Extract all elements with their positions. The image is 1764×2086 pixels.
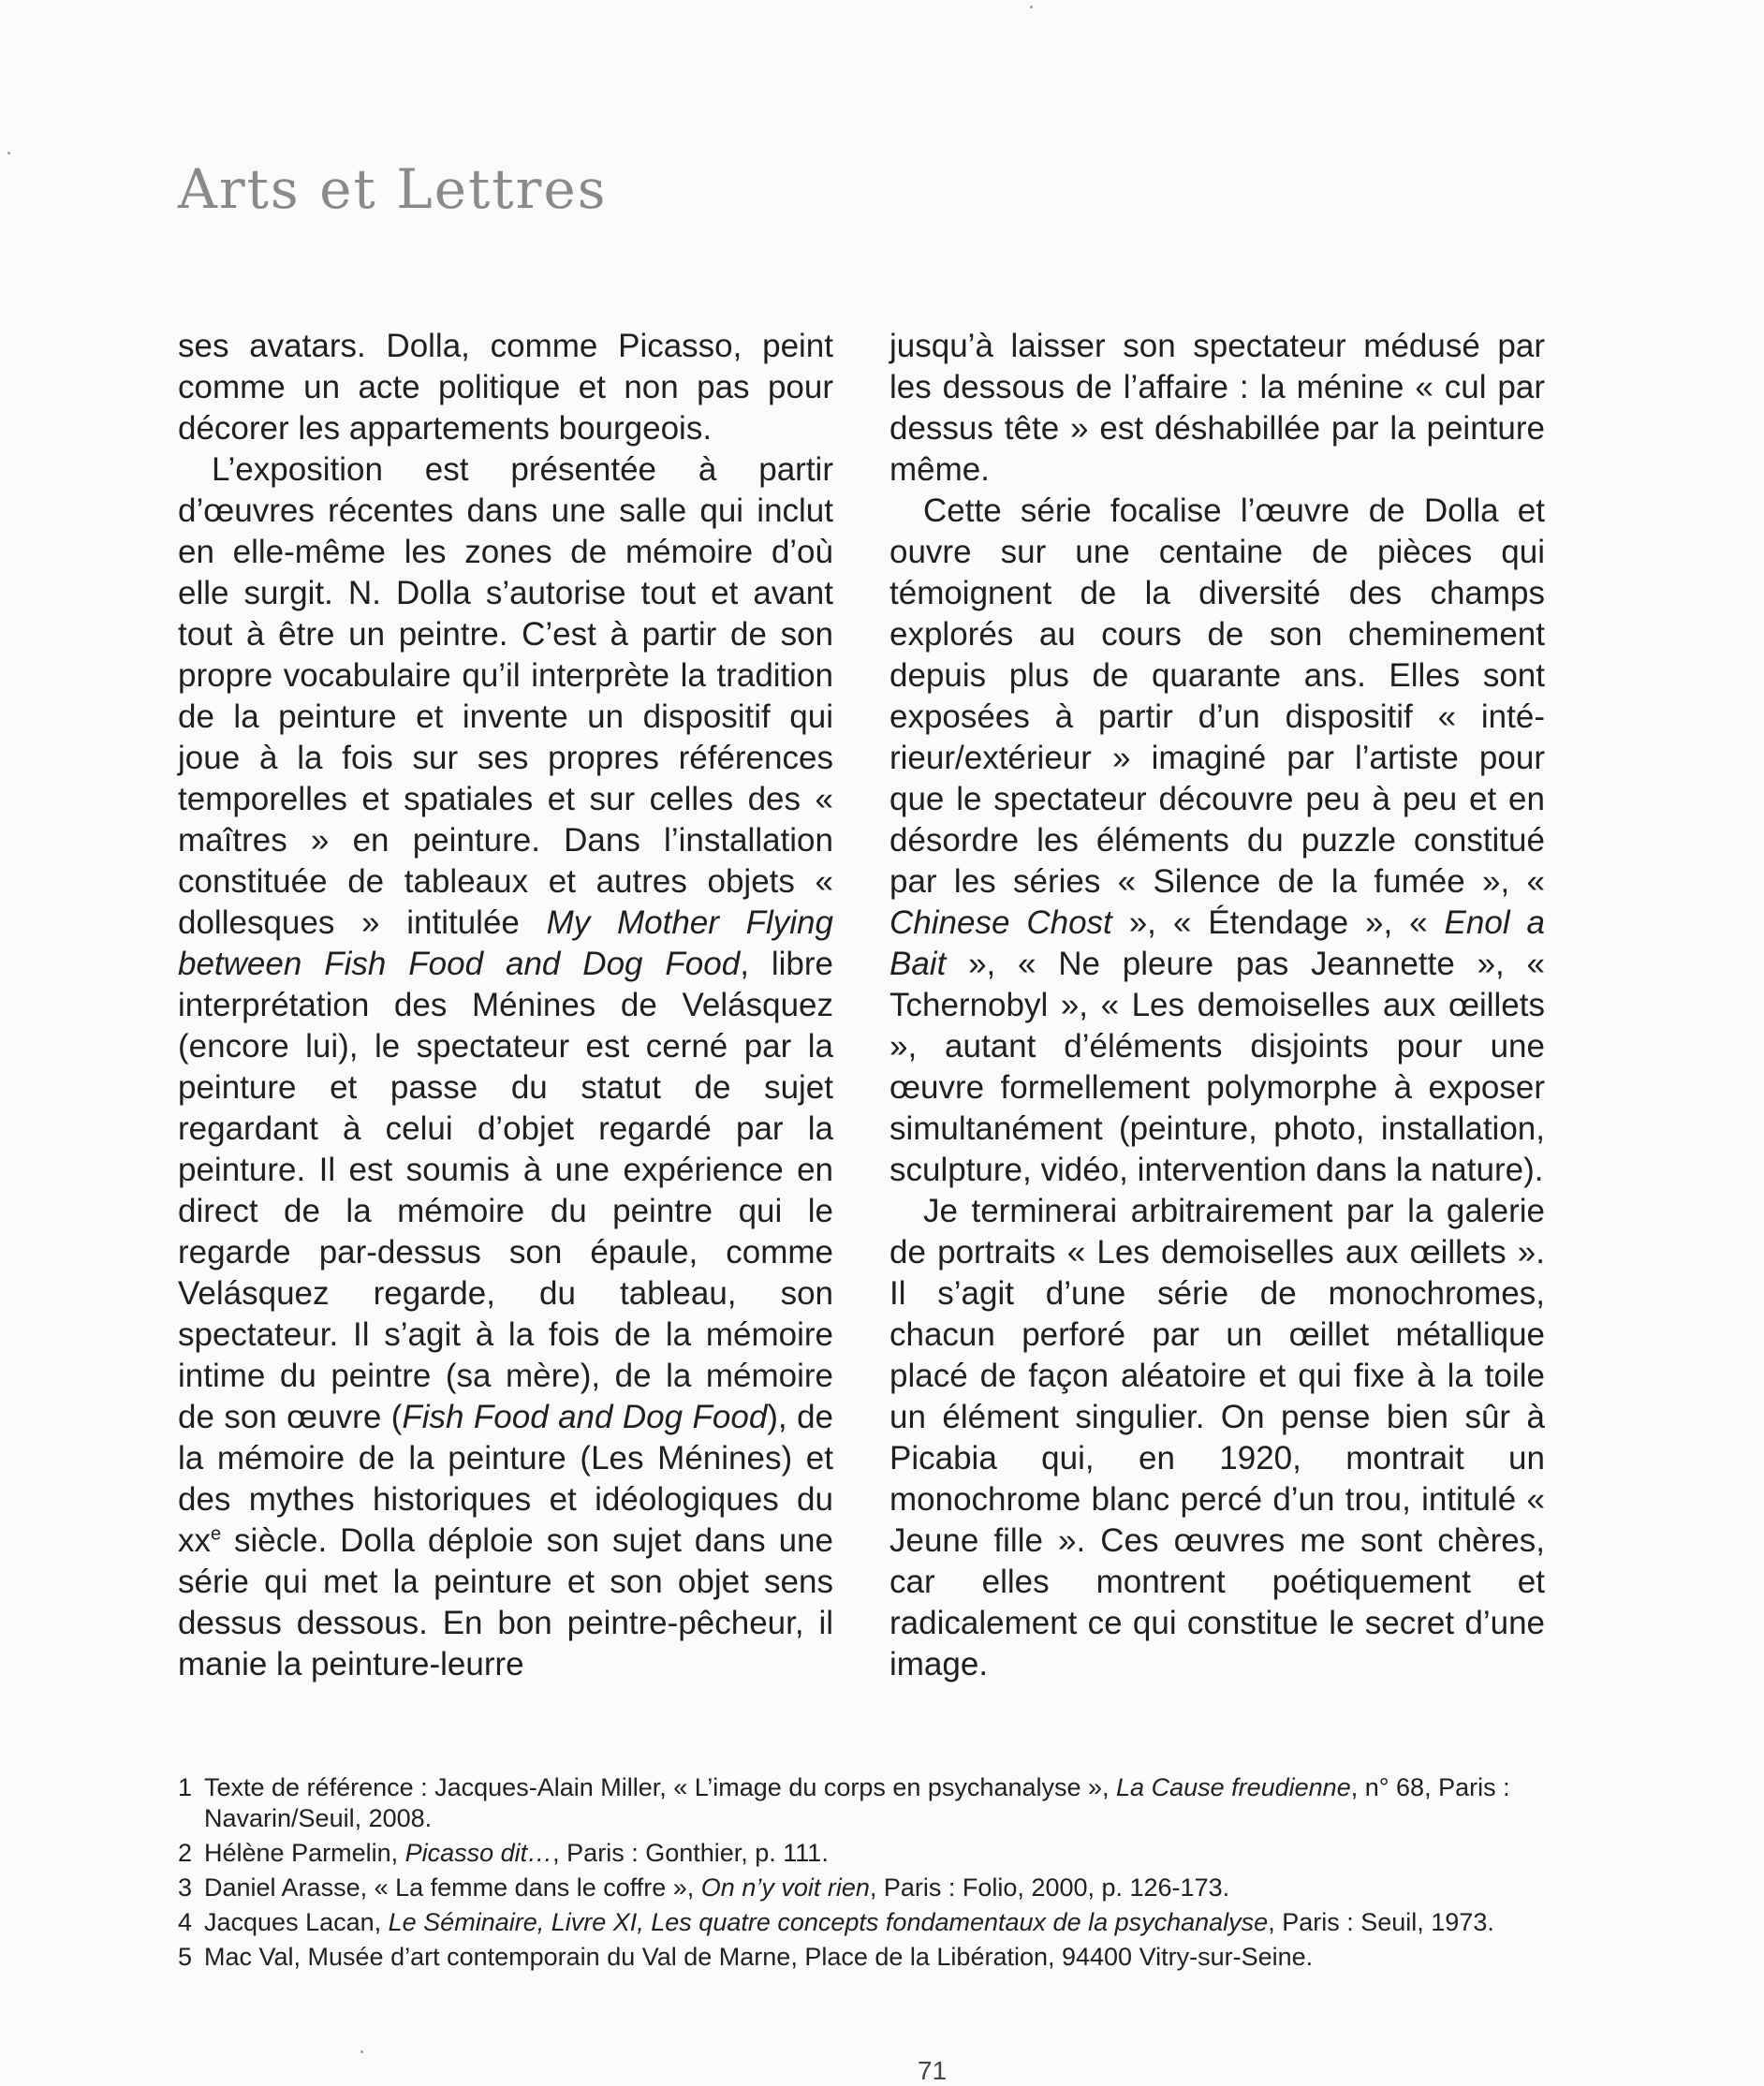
footnote-text: Jacques Lacan, [204, 1908, 389, 1936]
page-number: 71 [918, 2056, 948, 2085]
right-column [889, 326, 1545, 1685]
footnote [178, 1772, 1545, 1834]
series-title: Chinese Chost [889, 904, 1112, 941]
paragraph [178, 449, 833, 1685]
century-superscript: e [211, 1523, 222, 1545]
paragraph-text: », « Étendage », « [1111, 904, 1445, 941]
footnote-text: Daniel Arasse, « La femme dans le coffre », [204, 1873, 701, 1902]
footnote-text: , n° 68, Paris : Navarin/Seuil, 2008. [204, 1773, 1510, 1832]
paragraph-text: Je terminerai arbitrairement par la galerie de portraits « Les demoiselles aux œillets ». Il s’agit d’une série de monochromes, chacun perforé par un œillet métallique placé de façon aléatoire et qui fixe à la toile un élément singulier. On pense bien sûr à Picabia qui, en 1920, montrait un monochrome blanc percé d’un trou, intitulé « Jeune fille ». Ces œuvres me sont chères, car elles montrent poétiquement et radicalement ce qui constitue le secret d’une image. [889, 1193, 1545, 1682]
series-title: Enol a Bait [889, 904, 1545, 982]
paragraph-text: , libre interprétation des Ménines de Velásquez (encore lui), le spectateur est cerné par la peinture et passe du statut de sujet regardant à celui d’objet regardé par la peinture. Il est soumis à une expérience en direct de la mémoire du peintre qui le regarde par-dessus son épaule, comme Velásquez regarde, du tableau, son spectateur. Il s’agit à la fois de la mémoire intime du peintre (sa mère), de la mémoire de son œuvre ( [178, 946, 833, 1435]
paragraph-text: L’exposition est présentée à partir d’œuvres récentes dans une salle qui inclut en elle-même les zones de mémoire d’où elle surgit. N. Dolla s’autorise tout et avant tout à être un peintre. C’est à partir de son propre vocabulaire qu’il interprète la tradition de la peinture et invente un dispositif qui joue à la fois sur ses propres références temporelles et spatiales et sur celles des « maîtres » en peinture. Dans l’installation constituée de tableaux et autres objets « dollesques » intitulée [178, 451, 833, 941]
footnote-number: 2 [178, 1839, 193, 1867]
scan-speck [360, 2050, 363, 2053]
century-numeral: xx [178, 1522, 211, 1559]
footnote-text: Mac Val, Musée d’art contemporain du Val de Marne, Place de la Libération, 94400 Vitry-sur-Seine. [204, 1943, 1314, 1971]
paragraph-text: ses avatars. Dolla, comme Picasso, peint comme un acte politique et non pas pour décorer les appartements bourgeois. [178, 328, 833, 447]
footnote-text: , Paris : Seuil, 1973. [1268, 1908, 1494, 1936]
footnote-text: Hélène Parmelin, [204, 1839, 405, 1867]
paragraph [889, 326, 1545, 491]
footnote-text: , Paris : Gonthier, p. 111. [552, 1839, 829, 1867]
artwork-title: My Mother Flying between Fish Food and Dog Food [178, 904, 833, 982]
scan-speck [7, 152, 10, 154]
footnote-italic: Le Séminaire, Livre XI, Les quatre concepts fondamentaux de la psychanalyse [388, 1908, 1269, 1936]
article-columns [178, 326, 1545, 1685]
footnote-text: , Paris : Folio, 2000, p. 126-173. [869, 1873, 1230, 1902]
paragraph [889, 1191, 1545, 1685]
paragraph [178, 326, 833, 449]
footnote [178, 1873, 1545, 1903]
scan-speck [1030, 6, 1033, 8]
paragraph-text: ), de la mémoire de la peinture (Les Ménines) et des mythes historiques et idéologiques du [178, 1399, 833, 1518]
footnote [178, 1838, 1545, 1869]
paragraph-text: siècle. Dolla déploie son sujet dans une série qui met la peinture et son objet sens dessus dessous. En bon peintre-pêcheur, il manie la peinture-leurre [178, 1522, 833, 1682]
footnote-italic: La Cause freudienne [1116, 1773, 1351, 1801]
footnote-italic: Picasso dit… [404, 1839, 553, 1867]
footnote-number: 1 [178, 1773, 193, 1801]
paragraph [889, 491, 1545, 1191]
footnote-number: 4 [178, 1908, 193, 1936]
footnote-number: 5 [178, 1943, 193, 1971]
section-title: Arts et Lettres [178, 157, 608, 221]
left-column [178, 326, 833, 1685]
footnote-number: 3 [178, 1873, 193, 1902]
paragraph-text: jusqu’à laisser son spectateur médusé par les dessous de l’affaire : la ménine « cul par dessus tête » est déshabillée par la peinture même. [889, 328, 1545, 488]
footnote [178, 1942, 1545, 1973]
footnotes [178, 1772, 1545, 1976]
paragraph-text: Cette série focalise l’œuvre de Dolla et ouvre sur une centaine de pièces qui témoignent de la diversité des champs explorés au cours de son cheminement depuis plus de quarante ans. Elles sont exposées à partir d’un dispositif « intérieur/extérieur » imaginé par l’artiste pour que le spectateur découvre peu à peu et en désordre les éléments du puzzle constitué par les séries « Silence de la fumée », « [889, 492, 1545, 900]
artwork-title: Fish Food and Dog Food [402, 1399, 768, 1435]
footnote-italic: On n’y voit rien [700, 1873, 870, 1902]
footnote [178, 1907, 1545, 1938]
paragraph-text: », « Ne pleure pas Jeannette », « Tchernobyl », « Les demoiselles aux œillets », autant d’éléments disjoints pour une œuvre formellement polymorphe à exposer simultanément (peinture, photo, installation, sculpture, vidéo, intervention dans la nature). [889, 946, 1545, 1188]
footnote-text: Texte de référence : Jacques-Alain Miller, « L’image du corps en psychanalyse », [204, 1773, 1117, 1801]
